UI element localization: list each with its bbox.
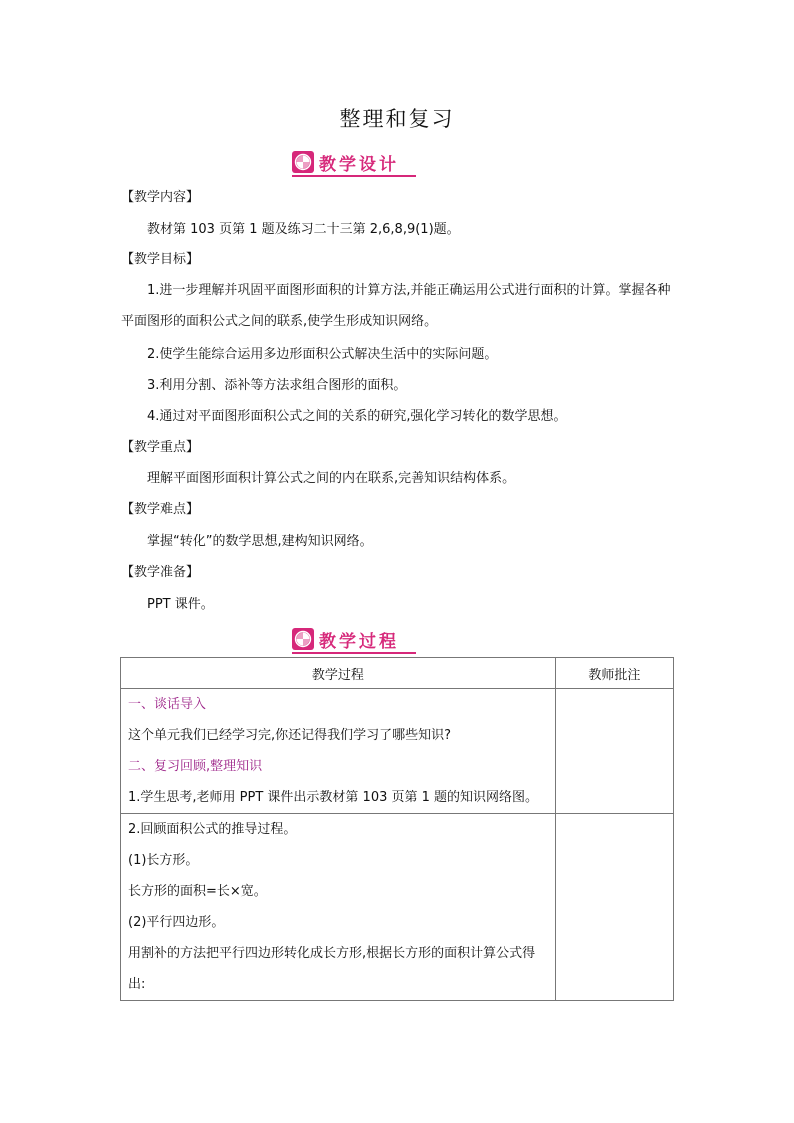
key-text: 理解平面图形面积计算公式之间的内在联系,完善知识结构体系。 <box>147 471 516 486</box>
goal-item: 1.进一步理解并巩固平面图形面积的计算方法,并能正确运用公式进行面积的计算。掌握各种平面图形的面积公式之间的联系,使学生形成知识网络。 <box>121 283 671 329</box>
goal-item: 4.通过对平面图形面积公式之间的关系的研究,强化学习转化的数学思想。 <box>147 409 567 424</box>
banner-underline <box>292 652 416 654</box>
step-title: 一、谈话导入 <box>128 697 207 712</box>
step-text: 2.回顾面积公式的推导过程。 <box>128 822 297 837</box>
table-header-row <box>121 658 674 689</box>
column-header-process: 教学过程 <box>121 658 556 689</box>
notes-cell <box>555 814 673 1001</box>
content-text: 教材第 103 页第 1 题及练习二十三第 2,6,8,9(1)题。 <box>147 222 460 237</box>
pinwheel-icon <box>292 151 314 173</box>
notes-cell <box>555 689 673 814</box>
process-table <box>120 657 674 1001</box>
difficulty-text: 掌握“转化”的数学思想,建构知识网络。 <box>147 534 373 549</box>
heading-goals: 【教学目标】 <box>121 252 200 267</box>
heading-key: 【教学重点】 <box>121 440 200 455</box>
table-row <box>121 814 674 1001</box>
step-text: 1.学生思考,老师用 PPT 课件出示教材第 103 页第 1 题的知识网络图。 <box>128 790 539 805</box>
step-text: 长方形的面积=长×宽。 <box>128 884 267 899</box>
section-label: 教学设计 <box>319 155 399 175</box>
step-title: 二、复习回顾,整理知识 <box>128 759 263 774</box>
process-cell <box>121 689 556 814</box>
process-cell <box>121 814 556 1001</box>
banner-underline <box>292 175 416 177</box>
page-title: 整理和复习 <box>339 107 455 131</box>
step-text: 用割补的方法把平行四边形转化成长方形,根据长方形的面积计算公式得出: <box>128 946 536 992</box>
pinwheel-icon <box>292 628 314 650</box>
section-label: 教学过程 <box>319 632 399 652</box>
section-banner-design <box>292 150 416 176</box>
goal-item: 3.利用分割、添补等方法求组合图形的面积。 <box>147 378 407 393</box>
heading-content: 【教学内容】 <box>121 190 200 205</box>
heading-difficulty: 【教学难点】 <box>121 502 200 517</box>
column-header-notes: 教师批注 <box>555 658 673 689</box>
step-text: (1)长方形。 <box>128 853 199 868</box>
prep-text: PPT 课件。 <box>147 597 214 612</box>
step-text: (2)平行四边形。 <box>128 915 225 930</box>
goal-item: 2.使学生能综合运用多边形面积公式解决生活中的实际问题。 <box>147 347 498 362</box>
heading-prep: 【教学准备】 <box>121 565 200 580</box>
table-row <box>121 689 674 814</box>
section-banner-process <box>292 627 416 653</box>
step-text: 这个单元我们已经学习完,你还记得我们学习了哪些知识? <box>128 728 452 743</box>
